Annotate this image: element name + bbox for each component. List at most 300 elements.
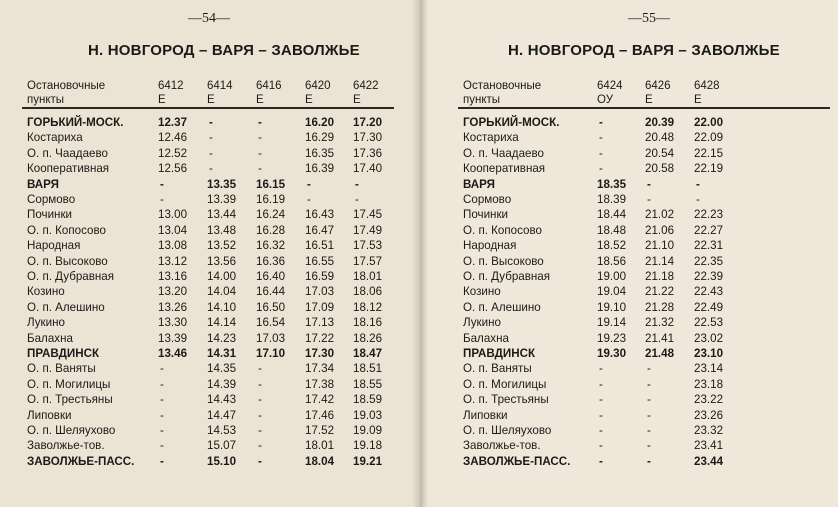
table-row	[0, 223, 419, 238]
time-cell: 12.46	[158, 131, 188, 145]
time-cell: 16.39	[305, 162, 335, 176]
time-cell: -	[258, 439, 262, 453]
table-row	[0, 346, 419, 361]
table-row	[419, 254, 838, 269]
time-cell: 19.04	[597, 285, 627, 299]
time-cell: 13.26	[158, 300, 188, 314]
time-cell: 23.32	[694, 424, 724, 437]
time-cell: 17.49	[353, 223, 383, 237]
table-row	[0, 254, 419, 269]
stop-name: О. п. Дубравная	[27, 270, 115, 283]
time-cell: -	[160, 362, 164, 376]
time-cell: 19.03	[353, 408, 383, 422]
time-cell: -	[258, 408, 262, 422]
time-cell: -	[258, 377, 262, 391]
time-cell: -	[258, 424, 262, 437]
time-cell: 22.43	[694, 285, 724, 299]
time-cell: 12.56	[158, 162, 188, 176]
stop-header-line-2: пункты	[463, 94, 501, 106]
time-cell: -	[647, 408, 651, 422]
time-cell: -	[647, 362, 651, 376]
time-cell: 18.55	[353, 377, 383, 391]
time-cell: -	[160, 439, 164, 453]
time-cell: -	[599, 377, 603, 391]
time-cell: 21.28	[645, 300, 675, 314]
table-row	[0, 438, 419, 453]
time-cell: 17.09	[305, 300, 335, 314]
page-number: —54—	[188, 11, 230, 26]
time-cell: 22.15	[694, 146, 724, 160]
train-number: 6420	[305, 80, 331, 92]
time-cell: 18.04	[305, 454, 335, 468]
time-cell: 18.52	[597, 239, 627, 253]
time-cell: -	[209, 116, 213, 129]
time-cell: 22.09	[694, 131, 724, 145]
time-cell: 13.35	[207, 177, 237, 191]
time-cell: -	[209, 162, 213, 176]
stop-header-line-1: Остановочные	[27, 80, 106, 92]
stop-name: Лукино	[463, 316, 501, 330]
time-cell: 13.20	[158, 285, 188, 299]
stop-name: О. п. Ваняты	[27, 362, 96, 376]
time-cell: -	[599, 162, 603, 176]
time-cell: 17.52	[305, 424, 335, 437]
table-row	[419, 408, 838, 423]
stop-name: Липовки	[27, 408, 72, 422]
table-row	[419, 207, 838, 222]
table-row	[0, 315, 419, 330]
time-cell: 13.44	[207, 208, 237, 222]
stop-name: О. п. Алешино	[463, 300, 541, 314]
time-cell: 18.51	[353, 362, 383, 376]
time-cell: 18.12	[353, 300, 383, 314]
train-column-header	[645, 79, 671, 107]
stop-name: Починки	[27, 208, 72, 222]
time-cell: 20.58	[645, 162, 675, 176]
time-cell: -	[160, 393, 164, 407]
time-cell: 16.55	[305, 254, 335, 268]
table-row	[0, 392, 419, 407]
table-row	[0, 192, 419, 207]
time-cell: 16.15	[256, 177, 286, 191]
time-cell: -	[258, 162, 262, 176]
time-cell: 22.00	[694, 116, 724, 129]
table-row	[419, 331, 838, 346]
train-column-header	[256, 79, 282, 107]
time-cell: -	[647, 193, 651, 206]
time-cell: -	[599, 454, 603, 468]
train-column-header	[305, 79, 331, 107]
stop-name: Народная	[463, 239, 517, 253]
train-column-header	[353, 79, 379, 107]
time-cell: 17.42	[305, 393, 335, 407]
time-cell: 13.52	[207, 239, 237, 253]
time-cell: 19.14	[597, 316, 627, 330]
train-column-header	[158, 79, 184, 107]
table-row	[0, 177, 419, 192]
stop-name: О. п. Шеляухово	[27, 424, 116, 437]
table-row	[0, 130, 419, 145]
time-cell: -	[599, 408, 603, 422]
time-cell: 22.19	[694, 162, 724, 176]
table-row	[419, 300, 838, 315]
train-type: Е	[645, 94, 653, 106]
train-type: Е	[207, 94, 215, 106]
train-column-header	[694, 79, 720, 107]
table-row	[0, 331, 419, 346]
time-cell: 13.00	[158, 208, 188, 222]
table-row	[0, 423, 419, 438]
stop-name: ЗАВОЛЖЬЕ-ПАСС.	[27, 454, 135, 468]
table-row	[0, 146, 419, 161]
header-divider	[22, 107, 394, 109]
stop-name: Сормово	[27, 193, 76, 206]
time-cell: 22.49	[694, 300, 724, 314]
time-cell: -	[258, 454, 262, 468]
time-cell: 17.45	[353, 208, 383, 222]
time-cell: 17.22	[305, 331, 335, 345]
right-page	[419, 0, 838, 507]
time-cell: 19.10	[597, 300, 627, 314]
table-row	[419, 223, 838, 238]
stop-name: О. п. Высоково	[27, 254, 108, 268]
time-cell: 16.36	[256, 254, 286, 268]
time-cell: 17.03	[305, 285, 335, 299]
stop-header-line-1: Остановочные	[463, 80, 542, 92]
time-cell: -	[647, 393, 651, 407]
time-cell: 16.43	[305, 208, 335, 222]
time-cell: 22.53	[694, 316, 724, 330]
stop-column-header	[463, 79, 541, 107]
time-cell: 13.56	[207, 254, 237, 268]
train-number: 6426	[645, 80, 671, 92]
time-cell: 14.39	[207, 377, 237, 391]
time-cell: 13.46	[158, 347, 188, 360]
stop-name: Починки	[463, 208, 508, 222]
table-row	[419, 130, 838, 145]
stop-name: ЗАВОЛЖЬЕ-ПАСС.	[463, 454, 571, 468]
time-cell: 18.44	[597, 208, 627, 222]
time-cell: 13.12	[158, 254, 188, 268]
time-cell: 14.31	[207, 347, 237, 360]
time-cell: 16.54	[256, 316, 286, 330]
time-cell: 20.39	[645, 116, 675, 129]
stop-name: Кооперативная	[27, 162, 110, 176]
stop-name: Кооперативная	[463, 162, 546, 176]
time-cell: 21.10	[645, 239, 675, 253]
time-cell: 21.48	[645, 347, 675, 360]
stop-name: Лукино	[27, 316, 65, 330]
table-row	[419, 284, 838, 299]
time-cell: -	[355, 177, 359, 191]
stop-name: Заволжье-тов.	[463, 439, 541, 453]
time-cell: 21.32	[645, 316, 675, 330]
table-row	[419, 269, 838, 284]
time-cell: 21.06	[645, 223, 675, 237]
table-row	[0, 454, 419, 469]
time-cell: -	[647, 424, 651, 437]
table-row	[419, 192, 838, 207]
table-row	[0, 238, 419, 253]
time-cell: 23.22	[694, 393, 724, 407]
stop-name: О. п. Чаадаево	[463, 146, 544, 160]
time-cell: 15.10	[207, 454, 237, 468]
stop-name: О. п. Высоково	[463, 254, 544, 268]
table-row	[419, 423, 838, 438]
time-cell: 18.35	[597, 177, 627, 191]
time-cell: 17.53	[353, 239, 383, 253]
stop-name: Козино	[463, 285, 501, 299]
time-cell: -	[160, 408, 164, 422]
time-cell: 20.54	[645, 146, 675, 160]
train-type: Е	[158, 94, 166, 106]
stop-name: Балахна	[27, 331, 73, 345]
train-type: Е	[694, 94, 702, 106]
time-cell: 17.30	[305, 347, 335, 360]
time-cell: 17.36	[353, 146, 383, 160]
time-cell: 14.47	[207, 408, 237, 422]
train-type: ОУ	[597, 94, 613, 106]
time-cell: 13.39	[207, 193, 237, 206]
time-cell: 23.02	[694, 331, 724, 345]
stop-name: О. п. Трестьяны	[463, 393, 549, 407]
table-row	[419, 377, 838, 392]
table-row	[0, 361, 419, 376]
time-cell: -	[258, 146, 262, 160]
time-cell: 13.39	[158, 331, 188, 345]
table-row	[419, 146, 838, 161]
time-cell: 19.21	[353, 454, 383, 468]
time-cell: 16.50	[256, 300, 286, 314]
time-cell: 17.57	[353, 254, 383, 268]
time-cell: -	[258, 116, 262, 129]
time-cell: -	[258, 362, 262, 376]
time-cell: 19.23	[597, 331, 627, 345]
time-cell: 23.14	[694, 362, 724, 376]
time-cell: 16.19	[256, 193, 286, 206]
train-type: Е	[353, 94, 361, 106]
table-row	[419, 315, 838, 330]
stop-name: ГОРЬКИЙ-МОСК.	[27, 116, 124, 129]
time-cell: 12.37	[158, 116, 188, 129]
time-cell: -	[160, 177, 164, 191]
table-row	[0, 269, 419, 284]
book-fold	[412, 0, 428, 507]
time-cell: 17.46	[305, 408, 335, 422]
time-cell: 14.00	[207, 270, 237, 283]
time-cell: 18.01	[305, 439, 335, 453]
table-row	[419, 392, 838, 407]
time-cell: 22.39	[694, 270, 724, 283]
timetable-title: Н. НОВГОРОД – ВАРЯ – ЗАВОЛЖЬЕ	[508, 42, 780, 59]
stop-name: О. п. Шеляухово	[463, 424, 552, 437]
table-row	[419, 438, 838, 453]
train-number: 6428	[694, 80, 720, 92]
time-cell: 12.52	[158, 146, 188, 160]
time-cell: 14.10	[207, 300, 237, 314]
time-cell: 23.10	[694, 347, 724, 360]
time-cell: 14.43	[207, 393, 237, 407]
table-row	[419, 238, 838, 253]
time-cell: 22.23	[694, 208, 724, 222]
time-cell: 17.20	[353, 116, 383, 129]
time-cell: -	[307, 193, 311, 206]
time-cell: 17.40	[353, 162, 383, 176]
time-cell: 14.35	[207, 362, 237, 376]
stop-name: ГОРЬКИЙ-МОСК.	[463, 116, 560, 129]
time-cell: 16.32	[256, 239, 286, 253]
time-cell: -	[599, 362, 603, 376]
time-cell: -	[160, 193, 164, 206]
time-cell: 19.18	[353, 439, 383, 453]
train-type: Е	[305, 94, 313, 106]
stop-name: ВАРЯ	[463, 177, 495, 191]
time-cell: 21.02	[645, 208, 675, 222]
time-cell: -	[599, 439, 603, 453]
page-number: —55—	[628, 11, 670, 26]
time-cell: 22.27	[694, 223, 724, 237]
time-cell: -	[647, 454, 651, 468]
time-cell: 15.07	[207, 439, 237, 453]
time-cell: -	[307, 177, 311, 191]
table-row	[419, 346, 838, 361]
stop-name: О. п. Могилицы	[463, 377, 547, 391]
table-row	[0, 408, 419, 423]
time-cell: 13.30	[158, 316, 188, 330]
stop-name: О. п. Дубравная	[463, 270, 551, 283]
timetable-title: Н. НОВГОРОД – ВАРЯ – ЗАВОЛЖЬЕ	[88, 42, 360, 59]
time-cell: 22.35	[694, 254, 724, 268]
stop-name: Липовки	[463, 408, 508, 422]
stop-name: Козино	[27, 285, 65, 299]
stop-header-line-2: пункты	[27, 94, 65, 106]
stop-name: ПРАВДИНСК	[463, 347, 536, 360]
time-cell: -	[599, 424, 603, 437]
time-cell: 18.59	[353, 393, 383, 407]
time-cell: 18.01	[353, 270, 383, 283]
time-cell: 14.04	[207, 285, 237, 299]
time-cell: 16.47	[305, 223, 335, 237]
stop-name: Костариха	[27, 131, 83, 145]
time-cell: 17.13	[305, 316, 335, 330]
stop-name: О. п. Ваняты	[463, 362, 532, 376]
time-cell: 16.29	[305, 131, 335, 145]
time-cell: 14.53	[207, 424, 237, 437]
table-row	[0, 300, 419, 315]
time-cell: -	[599, 393, 603, 407]
time-cell: 14.23	[207, 331, 237, 345]
stop-name: Сормово	[463, 193, 512, 206]
time-cell: -	[209, 131, 213, 145]
train-number: 6412	[158, 80, 184, 92]
stop-name: Костариха	[463, 131, 519, 145]
table-row	[419, 115, 838, 130]
time-cell: -	[258, 131, 262, 145]
time-cell: 23.41	[694, 439, 724, 453]
time-cell: 16.44	[256, 285, 286, 299]
table-row	[0, 377, 419, 392]
time-cell: -	[160, 454, 164, 468]
time-cell: -	[696, 193, 700, 206]
time-cell: -	[599, 116, 603, 129]
time-cell: 16.59	[305, 270, 335, 283]
table-row	[0, 284, 419, 299]
time-cell: 21.41	[645, 331, 675, 345]
stop-name: ПРАВДИНСК	[27, 347, 100, 360]
time-cell: 13.48	[207, 223, 237, 237]
time-cell: 16.51	[305, 239, 335, 253]
table-row	[0, 115, 419, 130]
time-cell: 18.16	[353, 316, 383, 330]
time-cell: -	[209, 146, 213, 160]
time-cell: 23.44	[694, 454, 724, 468]
stop-name: О. п. Копосово	[463, 223, 542, 237]
stop-name: ВАРЯ	[27, 177, 59, 191]
time-cell: 18.06	[353, 285, 383, 299]
train-column-header	[207, 79, 233, 107]
train-column-header	[597, 79, 623, 107]
stop-name: Народная	[27, 239, 81, 253]
time-cell: 13.04	[158, 223, 188, 237]
time-cell: 16.24	[256, 208, 286, 222]
time-cell: -	[647, 177, 651, 191]
time-cell: 17.38	[305, 377, 335, 391]
stop-name: Балахна	[463, 331, 509, 345]
time-cell: 16.40	[256, 270, 286, 283]
time-cell: 23.18	[694, 377, 724, 391]
time-cell: 19.09	[353, 424, 383, 437]
time-cell: 16.20	[305, 116, 335, 129]
time-cell: 23.26	[694, 408, 724, 422]
time-cell: -	[647, 377, 651, 391]
time-cell: 19.30	[597, 347, 627, 360]
table-row	[419, 361, 838, 376]
time-cell: 21.22	[645, 285, 675, 299]
time-cell: 18.47	[353, 347, 383, 360]
time-cell: 20.48	[645, 131, 675, 145]
time-cell: 22.31	[694, 239, 724, 253]
time-cell: -	[696, 177, 700, 191]
time-cell: 18.56	[597, 254, 627, 268]
train-number: 6422	[353, 80, 379, 92]
train-type: Е	[256, 94, 264, 106]
train-number: 6424	[597, 80, 623, 92]
time-cell: 14.14	[207, 316, 237, 330]
table-row	[419, 177, 838, 192]
time-cell: -	[647, 439, 651, 453]
time-cell: 16.35	[305, 146, 335, 160]
time-cell: 17.10	[256, 347, 286, 360]
time-cell: 13.16	[158, 270, 188, 283]
train-number: 6414	[207, 80, 233, 92]
time-cell: 17.30	[353, 131, 383, 145]
header-divider	[458, 107, 830, 109]
time-cell: -	[160, 377, 164, 391]
time-cell: 17.34	[305, 362, 335, 376]
train-number: 6416	[256, 80, 282, 92]
stop-name: О. п. Трестьяны	[27, 393, 113, 407]
stop-column-header	[27, 79, 105, 107]
time-cell: -	[160, 424, 164, 437]
stop-name: О. п. Копосово	[27, 223, 106, 237]
time-cell: -	[599, 146, 603, 160]
time-cell: 17.03	[256, 331, 286, 345]
table-row	[419, 161, 838, 176]
time-cell: 16.28	[256, 223, 286, 237]
time-cell: -	[355, 193, 359, 206]
time-cell: 21.14	[645, 254, 675, 268]
table-row	[419, 454, 838, 469]
